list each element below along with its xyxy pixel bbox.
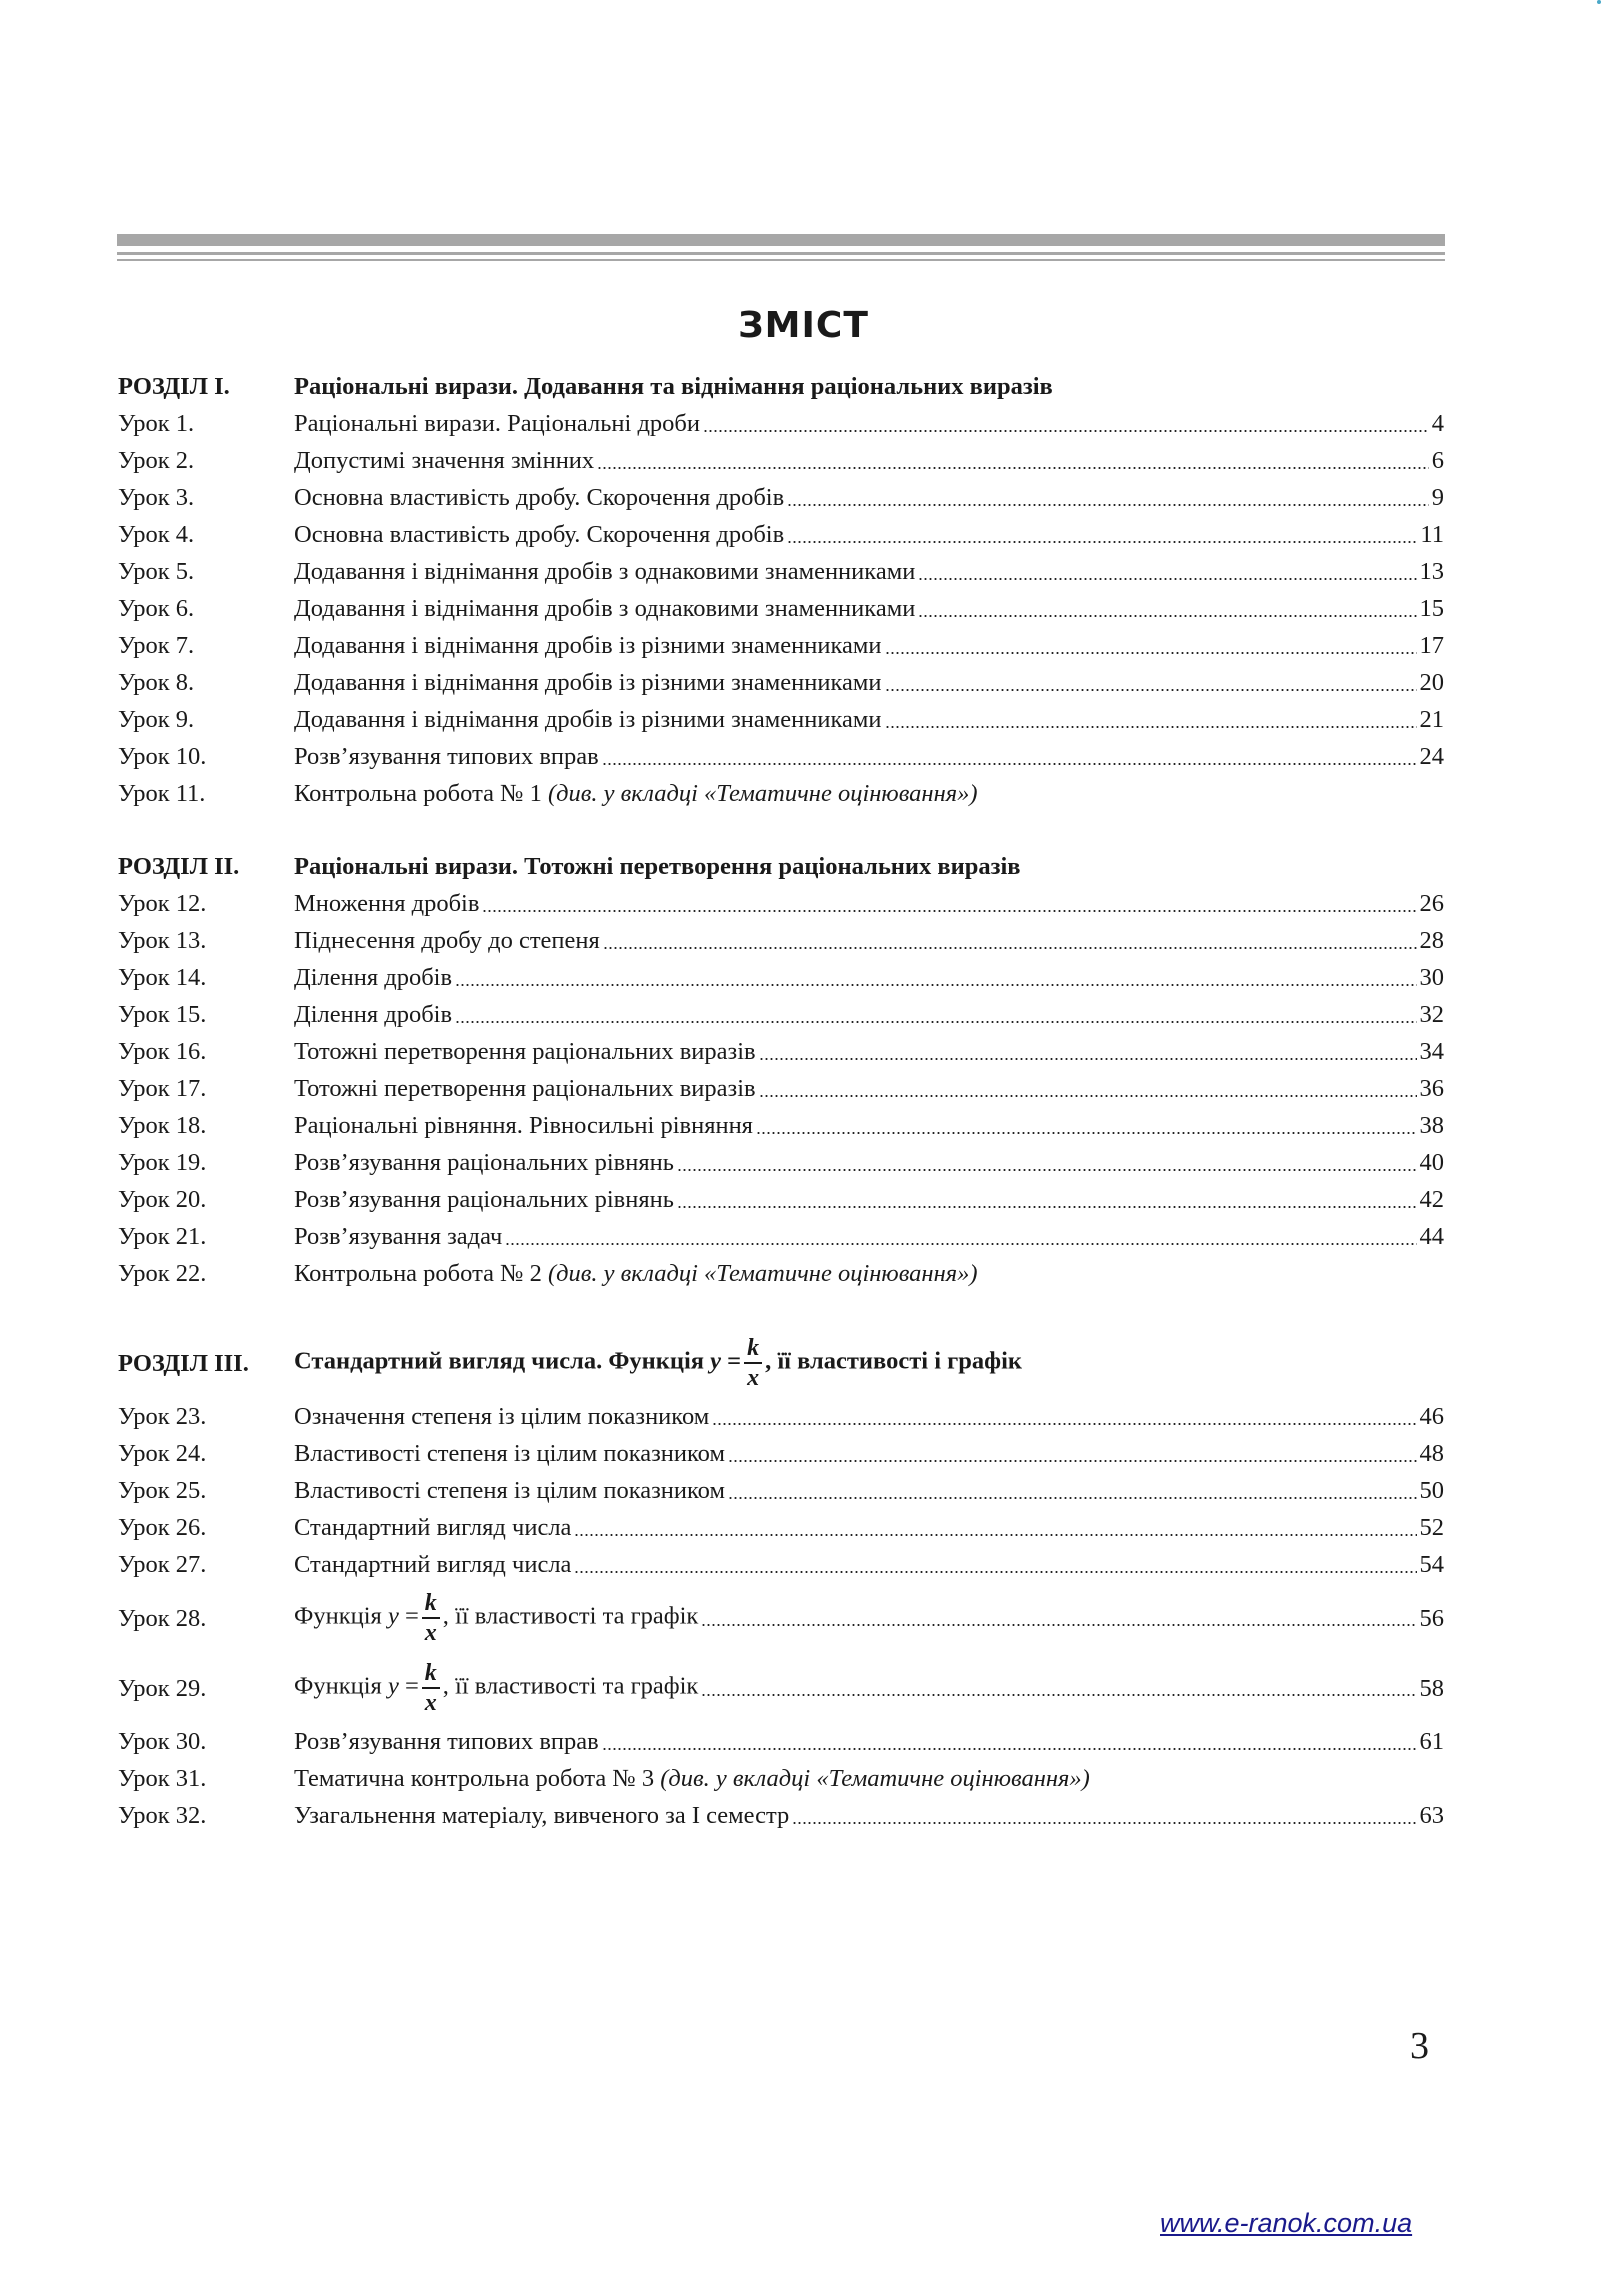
section-title: Раціональні вирази. Додавання та віднімання раціональних виразів bbox=[294, 373, 1053, 400]
lesson-page: 20 bbox=[1419, 669, 1444, 696]
dot-leader bbox=[918, 615, 1416, 617]
lesson-note: (див. у вкладці «Тематичне оцінювання») bbox=[547, 1260, 978, 1287]
lesson-page: 56 bbox=[1419, 1604, 1444, 1632]
toc-entry[interactable] bbox=[118, 1435, 1444, 1472]
toc-entry[interactable] bbox=[118, 442, 1444, 479]
dot-leader bbox=[574, 1571, 1416, 1573]
toc-entry[interactable] bbox=[118, 1797, 1444, 1834]
toc-entry[interactable] bbox=[118, 701, 1444, 738]
lesson-page: 11 bbox=[1420, 521, 1444, 548]
lesson-label: Урок 1. bbox=[118, 410, 195, 437]
lesson-page: 17 bbox=[1419, 632, 1444, 659]
dot-leader bbox=[885, 726, 1417, 728]
lesson-page: 28 bbox=[1419, 927, 1444, 954]
fraction-numerator: k bbox=[424, 1660, 437, 1686]
toc-entry[interactable] bbox=[118, 1398, 1444, 1435]
lesson-title[interactable]: Раціональні рівняння. Рівносильні рівняння bbox=[294, 1112, 753, 1139]
toc-entry[interactable] bbox=[118, 479, 1444, 516]
toc-entry[interactable] bbox=[118, 1107, 1444, 1144]
variable-y: y bbox=[710, 1347, 722, 1375]
table-of-contents bbox=[118, 368, 1444, 1834]
lesson-title[interactable]: Тематична контрольна робота № 3 bbox=[294, 1765, 655, 1792]
lesson-label: Урок 20. bbox=[118, 1186, 207, 1213]
dot-leader bbox=[597, 467, 1429, 469]
lesson-title[interactable]: Основна властивість дробу. Скорочення дробів bbox=[294, 521, 785, 548]
lesson-label: Урок 3. bbox=[118, 484, 195, 511]
lesson-label: Урок 5. bbox=[118, 558, 195, 585]
lesson-label: Урок 29. bbox=[118, 1674, 207, 1702]
lesson-page: 58 bbox=[1419, 1674, 1444, 1702]
lesson-label: Урок 16. bbox=[118, 1038, 207, 1065]
lesson-label: Урок 6. bbox=[118, 595, 195, 622]
dot-leader bbox=[455, 984, 1416, 986]
lesson-label: Урок 27. bbox=[118, 1551, 207, 1578]
dot-leader bbox=[759, 1095, 1417, 1097]
lesson-label: Урок 23. bbox=[118, 1403, 207, 1430]
dot-leader bbox=[787, 541, 1417, 543]
toc-entry[interactable] bbox=[118, 1583, 1444, 1653]
title-text: Функція bbox=[294, 1602, 382, 1630]
toc-entry[interactable] bbox=[118, 1653, 1444, 1723]
lesson-title[interactable]: Допустимі значення змінних bbox=[294, 447, 595, 474]
lesson-label: Урок 9. bbox=[118, 706, 195, 733]
lesson-title[interactable]: Властивості степеня із цілим показником bbox=[294, 1440, 725, 1467]
section-title: Раціональні вирази. Тотожні перетворення раціональних виразів bbox=[294, 853, 1021, 880]
toc-entry[interactable] bbox=[118, 959, 1444, 996]
toc-entry[interactable] bbox=[118, 1181, 1444, 1218]
lesson-label: Урок 21. bbox=[118, 1223, 207, 1250]
lesson-label: Урок 13. bbox=[118, 927, 207, 954]
lesson-title[interactable]: Додавання і віднімання дробів з однаковими знаменниками bbox=[294, 595, 916, 622]
lesson-title[interactable]: Стандартний вигляд числа bbox=[294, 1514, 572, 1541]
toc-section bbox=[118, 1328, 1444, 1834]
lesson-page: 26 bbox=[1419, 890, 1444, 917]
toc-entry[interactable] bbox=[118, 1218, 1444, 1255]
dot-leader bbox=[728, 1497, 1417, 1499]
lesson-label: Урок 32. bbox=[118, 1802, 207, 1829]
section-heading bbox=[118, 848, 1444, 885]
fraction-denominator: x bbox=[747, 1365, 760, 1391]
toc-entry[interactable] bbox=[118, 405, 1444, 442]
corner-marker bbox=[1597, 0, 1601, 4]
lesson-label: Урок 30. bbox=[118, 1728, 207, 1755]
section-label: РОЗДІЛ І. bbox=[118, 373, 230, 400]
toc-entry[interactable] bbox=[118, 885, 1444, 922]
fraction-numerator: k bbox=[747, 1335, 760, 1361]
lesson-title[interactable]: Раціональні вирази. Раціональні дроби bbox=[294, 410, 701, 437]
fraction-numerator: k bbox=[424, 1590, 437, 1616]
lesson-title[interactable]: Множення дробів bbox=[294, 890, 480, 917]
dot-leader bbox=[603, 947, 1417, 949]
dot-leader bbox=[701, 1624, 1416, 1626]
section-label: РОЗДІЛ ІІІ. bbox=[118, 1349, 249, 1377]
lesson-page: 54 bbox=[1419, 1551, 1444, 1578]
lesson-title[interactable]: Розв’язування типових вправ bbox=[294, 743, 599, 770]
lesson-label: Урок 12. bbox=[118, 890, 207, 917]
lesson-label: Урок 18. bbox=[118, 1112, 207, 1139]
dot-leader bbox=[677, 1206, 1417, 1208]
footer-website-link[interactable]: www.e-ranok.com.ua bbox=[1160, 2208, 1413, 2238]
lesson-page: 32 bbox=[1419, 1001, 1444, 1028]
toc-section bbox=[118, 848, 1444, 1292]
lesson-label: Урок 22. bbox=[118, 1260, 207, 1287]
toc-entry[interactable] bbox=[118, 1546, 1444, 1583]
dot-leader bbox=[455, 1021, 1416, 1023]
lesson-page: 6 bbox=[1431, 447, 1444, 474]
toc-entry[interactable] bbox=[118, 1723, 1444, 1760]
lesson-page: 44 bbox=[1419, 1223, 1444, 1250]
lesson-label: Урок 10. bbox=[118, 743, 207, 770]
dot-leader bbox=[885, 689, 1417, 691]
lesson-page: 13 bbox=[1419, 558, 1444, 585]
header-rule bbox=[117, 234, 1445, 261]
lesson-title[interactable]: Основна властивість дробу. Скорочення дробів bbox=[294, 484, 785, 511]
toc-entry[interactable] bbox=[118, 664, 1444, 701]
dot-leader bbox=[574, 1534, 1416, 1536]
page-number: 3 bbox=[1410, 2025, 1429, 2067]
lesson-title[interactable]: Ділення дробів bbox=[294, 1001, 453, 1028]
lesson-label: Урок 24. bbox=[118, 1440, 207, 1467]
lesson-label: Урок 28. bbox=[118, 1604, 207, 1632]
lesson-title[interactable]: Тотожні перетворення раціональних виразів bbox=[294, 1038, 756, 1065]
lesson-title[interactable]: Функція y = $\frac{k}{x}$ , її властивості та графік bbox=[294, 1590, 699, 1646]
lesson-title[interactable]: Піднесення дробу до степеня bbox=[294, 927, 600, 954]
toc-entry[interactable] bbox=[118, 738, 1444, 775]
dot-leader bbox=[602, 1748, 1417, 1750]
dot-leader bbox=[759, 1058, 1417, 1060]
dot-leader bbox=[792, 1822, 1416, 1824]
lesson-label: Урок 15. bbox=[118, 1001, 207, 1028]
lesson-title[interactable]: Додавання і віднімання дробів із різними знаменниками bbox=[294, 706, 882, 733]
dot-leader bbox=[885, 652, 1417, 654]
lesson-page: 15 bbox=[1419, 595, 1444, 622]
lesson-page: 38 bbox=[1419, 1112, 1444, 1139]
lesson-title[interactable]: Властивості степеня із цілим показником bbox=[294, 1477, 725, 1504]
lesson-page: 30 bbox=[1419, 964, 1444, 991]
toc-entry[interactable] bbox=[118, 516, 1444, 553]
lesson-title[interactable]: Розв’язування раціональних рівнянь bbox=[294, 1149, 674, 1176]
toc-section bbox=[118, 368, 1444, 812]
lesson-label: Урок 2. bbox=[118, 447, 195, 474]
lesson-title[interactable]: Контрольна робота № 1 bbox=[294, 780, 542, 807]
lesson-title[interactable]: Ділення дробів bbox=[294, 964, 453, 991]
lesson-label: Урок 7. bbox=[118, 632, 195, 659]
toc-entry[interactable] bbox=[118, 1144, 1444, 1181]
lesson-page: 52 bbox=[1419, 1514, 1444, 1541]
section-label: РОЗДІЛ ІІ. bbox=[118, 853, 240, 880]
title-text-after: , її властивості та графік bbox=[442, 1602, 699, 1630]
lesson-page: 42 bbox=[1419, 1186, 1444, 1213]
lesson-page: 50 bbox=[1419, 1477, 1444, 1504]
lesson-title[interactable]: Додавання і віднімання дробів із різними знаменниками bbox=[294, 632, 882, 659]
toc-entry[interactable] bbox=[118, 1760, 1444, 1797]
lesson-title[interactable]: Додавання і віднімання дробів із різними знаменниками bbox=[294, 669, 882, 696]
lesson-label: Урок 25. bbox=[118, 1477, 207, 1504]
lesson-note: (див. у вкладці «Тематичне оцінювання») bbox=[547, 780, 978, 807]
toc-entry[interactable] bbox=[118, 553, 1444, 590]
fraction-k-over-x bbox=[422, 1659, 440, 1717]
lesson-page: 9 bbox=[1431, 484, 1444, 511]
lesson-page: 36 bbox=[1419, 1075, 1444, 1102]
toc-entry[interactable] bbox=[118, 627, 1444, 664]
lesson-label: Урок 4. bbox=[118, 521, 195, 548]
dot-leader bbox=[602, 763, 1417, 765]
lesson-title[interactable]: Додавання і віднімання дробів з однаковими знаменниками bbox=[294, 558, 916, 585]
toc-entry[interactable] bbox=[118, 775, 1444, 812]
lesson-title[interactable]: Розв’язування задач bbox=[294, 1223, 503, 1250]
dot-leader bbox=[756, 1132, 1417, 1134]
fraction-denominator: x bbox=[424, 1690, 437, 1716]
toc-entry[interactable] bbox=[118, 1033, 1444, 1070]
lesson-title[interactable]: Розв’язування раціональних рівнянь bbox=[294, 1186, 674, 1213]
lesson-title[interactable]: Контрольна робота № 2 bbox=[294, 1260, 542, 1287]
variable-y: y bbox=[387, 1672, 399, 1700]
fraction-k-over-x bbox=[422, 1589, 440, 1647]
lesson-note: (див. у вкладці «Тематичне оцінювання») bbox=[660, 1765, 1090, 1792]
dot-leader bbox=[701, 1694, 1416, 1696]
toc-entry[interactable] bbox=[118, 1472, 1444, 1509]
lesson-label: Урок 17. bbox=[118, 1075, 207, 1102]
dot-leader bbox=[712, 1423, 1416, 1425]
lesson-page: 61 bbox=[1419, 1728, 1444, 1755]
dot-leader bbox=[505, 1243, 1416, 1245]
lesson-title[interactable]: Означення степеня із цілим показником bbox=[294, 1403, 710, 1430]
toc-entry[interactable] bbox=[118, 1255, 1444, 1292]
dot-leader bbox=[728, 1460, 1417, 1462]
lesson-label: Урок 31. bbox=[118, 1765, 207, 1792]
lesson-page: 40 bbox=[1419, 1149, 1444, 1176]
title-text-after: , її властивості та графік bbox=[442, 1672, 699, 1700]
toc-entry[interactable] bbox=[118, 590, 1444, 627]
fraction-denominator: x bbox=[424, 1620, 437, 1646]
variable-y: y bbox=[387, 1602, 399, 1630]
dot-leader bbox=[677, 1169, 1417, 1171]
section-heading bbox=[118, 1328, 1444, 1398]
page-title: ЗМІСТ bbox=[738, 305, 869, 346]
lesson-label: Урок 26. bbox=[118, 1514, 207, 1541]
dot-leader bbox=[787, 504, 1429, 506]
lesson-label: Урок 19. bbox=[118, 1149, 207, 1176]
dot-leader bbox=[918, 578, 1416, 580]
lesson-page: 63 bbox=[1419, 1802, 1444, 1829]
toc-entry[interactable] bbox=[118, 996, 1444, 1033]
fraction-k-over-x bbox=[744, 1334, 762, 1392]
lesson-label: Урок 8. bbox=[118, 669, 195, 696]
lesson-page: 24 bbox=[1419, 743, 1444, 770]
lesson-page: 34 bbox=[1419, 1038, 1444, 1065]
title-text: Стандартний вигляд числа. Функція bbox=[294, 1347, 705, 1375]
dot-leader bbox=[703, 430, 1429, 432]
lesson-page: 48 bbox=[1419, 1440, 1444, 1467]
toc-entry[interactable] bbox=[118, 1509, 1444, 1546]
lesson-title[interactable]: Розв’язування типових вправ bbox=[294, 1728, 599, 1755]
lesson-title[interactable]: Тотожні перетворення раціональних виразів bbox=[294, 1075, 756, 1102]
lesson-label: Урок 14. bbox=[118, 964, 207, 991]
lesson-title[interactable]: Стандартний вигляд числа bbox=[294, 1551, 572, 1578]
section-heading bbox=[118, 368, 1444, 405]
toc-entry[interactable] bbox=[118, 1070, 1444, 1107]
title-text-after: , її властивості і графік bbox=[765, 1347, 1023, 1375]
title-text: Функція bbox=[294, 1672, 382, 1700]
lesson-title[interactable]: Узагальнення матеріалу, вивченого за І семестр bbox=[294, 1802, 790, 1829]
lesson-page: 4 bbox=[1431, 410, 1444, 437]
lesson-label: Урок 11. bbox=[118, 780, 206, 807]
lesson-page: 46 bbox=[1419, 1403, 1444, 1430]
toc-entry[interactable] bbox=[118, 922, 1444, 959]
section-title: Стандартний вигляд числа. Функція y = $\frac{k}{x}$ , її властивості і графік bbox=[294, 1335, 1023, 1391]
lesson-page: 21 bbox=[1419, 706, 1444, 733]
dot-leader bbox=[482, 910, 1416, 912]
lesson-title[interactable]: Функція y = $\frac{k}{x}$ , її властивості та графік bbox=[294, 1660, 699, 1716]
